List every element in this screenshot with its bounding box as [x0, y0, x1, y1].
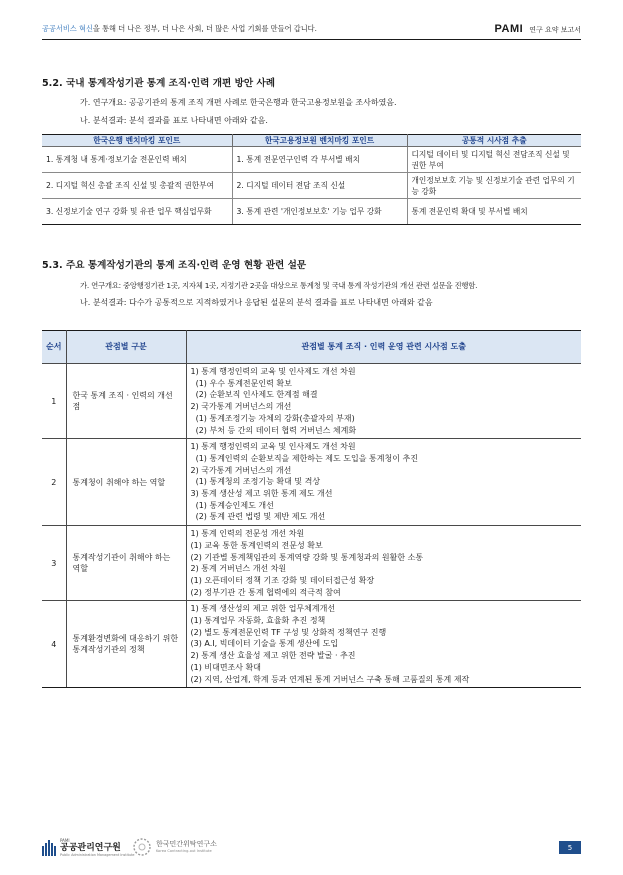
table-header-row: [42, 331, 581, 364]
implication-item: (3) A.I, 빅데이터 기술을 통계 생산에 도입: [190, 639, 339, 649]
implication-item: (2) 지역, 산업계, 학계 등과 연계된 통계 거버넌스 구축 통해 고품질의 통계 제작: [190, 674, 470, 684]
implication-item: 2) 통계 생산 효율성 제고 위한 전략 발굴 · 추진: [190, 651, 356, 661]
implication-item: (1) 비대면조사 확대: [190, 662, 262, 672]
table-row: [42, 364, 581, 439]
implication-item: 2) 통계 거버넌스 개선 차원: [190, 564, 287, 574]
section-5-2-title: 5.2. 국내 통계작성기관 통계 조직·인력 개편 방안 사례: [42, 78, 276, 89]
implication-item: 1) 통계 인력의 전문성 개선 차원: [190, 529, 305, 539]
implication-item: (1) 통계인력의 순환보직을 제한하는 제도 도입을 통계청이 추진: [190, 453, 418, 463]
row-number: 1: [42, 364, 66, 439]
logo-english-name: Public Administration Management Institute: [60, 853, 135, 857]
implication-item: 3) 통계 생산성 제고 위한 통계 제도 개선: [190, 489, 333, 499]
implications-cell: [186, 364, 581, 439]
table-cell: 개인정보보호 기능 및 신정보기술 관련 업무의 기능 강화: [407, 173, 581, 199]
table-row: [42, 173, 581, 199]
col-header-perspective: 관점별 구분: [66, 331, 186, 364]
row-number: 4: [42, 601, 66, 688]
table-cell: 통계 전문인력 확대 및 부서별 배치: [407, 199, 581, 225]
section-5-3-overview: 가. 연구개요: 중앙행정기관 1곳, 지자체 1곳, 지정기관 2곳을 대상으로 통계청 및 국내 통계 작성기관의 개선 관련 설문을 진행함.: [80, 281, 478, 290]
table-row: [42, 147, 581, 173]
implication-item: (2) 순환보직 인사제도 한계점 해결: [190, 390, 318, 400]
implication-item: 1) 통계 생산성의 제고 위한 업무체계개선: [190, 604, 336, 614]
implication-item: (2) 통계 관련 법령 및 제반 제도 개선: [190, 512, 326, 522]
implication-item: (1) 교육 통한 통계인력의 전문성 확보: [190, 540, 323, 550]
perspective-cell: 통계작성기관이 취해야 하는 역할: [66, 526, 186, 601]
col-header-implications: 관점별 통계 조직 · 인력 운영 관련 시사점 도출: [186, 331, 581, 364]
tagline-accent: 공공서비스 혁신: [42, 24, 93, 33]
section-5-3-title: 5.3. 주요 통계작성기관의 통계 조직·인력 운영 현황 관련 설문: [42, 260, 307, 271]
perspective-cell: 한국 통계 조직 · 인력의 개선점: [66, 364, 186, 439]
row-number: 2: [42, 439, 66, 526]
header-brand: PAMI: [494, 23, 524, 35]
table-cell: 1. 통계청 내 통계·정보기술 전문인력 배치: [42, 147, 232, 173]
header-report-type: 연구 요약 보고서: [529, 26, 581, 34]
implication-item: 2) 국가통계 거버넌스의 개선: [190, 402, 292, 412]
section-5-2-overview: 가. 연구개요: 공공기관의 통계 조직 개편 사례로 한국은행과 한국고용정보원을 조사하였음.: [80, 98, 397, 107]
table-header-row: [42, 135, 581, 147]
col-header-order: 순서: [42, 331, 66, 364]
table-cell: 2. 디지털 혁신 총괄 조직 신설 및 총괄적 권한부여: [42, 173, 232, 199]
implication-item: (2) 별도 통계전문인력 TF 구성 및 상화적 정책연구 진행: [190, 627, 387, 637]
implication-item: (2) 부처 등 간의 데이터 협력 거버넌스 체계화: [190, 425, 357, 435]
implication-item: (2) 기관별 통계책임관의 통계역량 강화 및 통계청과의 원활한 소통: [190, 552, 424, 562]
section-5-3-result: 나. 분석결과: 다수가 공통적으로 지적하였거나 응답된 설문의 분석 결과를 표로 나타내면 아래와 같음: [80, 298, 433, 307]
table-cell: 디지털 데이터 및 디지털 혁신 전담조직 신설 및 권한 부여: [407, 147, 581, 173]
implication-item: (1) 통계조정기능 자체의 강화(총괄자의 부재): [190, 413, 355, 423]
page-header: [42, 22, 581, 40]
page-number-badge: 5: [559, 841, 581, 854]
implications-cell: [186, 601, 581, 688]
pami-logo: [42, 838, 135, 857]
header-tagline: [42, 24, 317, 34]
table-row: [42, 601, 581, 688]
logo2-english-name: Korea Contracting-out Institute: [156, 849, 212, 853]
logo2-name: 한국민간위탁연구소: [156, 840, 217, 848]
implications-cell: [186, 439, 581, 526]
table-cell: 3. 신정보기술 연구 강화 및 유관 업무 핵심업무화: [42, 199, 232, 225]
tagline-rest: 을 통해 더 나은 정부, 더 나은 사회, 더 많은 사업 기회를 만들어 갑니다.: [92, 24, 317, 33]
implications-cell: [186, 526, 581, 601]
table-row: [42, 526, 581, 601]
perspective-cell: 통계청이 취해야 하는 역할: [66, 439, 186, 526]
implication-item: (1) 우수 통계전문인력 확보: [190, 378, 292, 388]
bars-icon: [42, 840, 56, 856]
kci-logo: [132, 837, 217, 857]
circle-emblem-icon: [132, 837, 152, 857]
table-row: [42, 199, 581, 225]
table-cell: 2. 디지털 데이터 전담 조직 신설: [232, 173, 407, 199]
logo-small-text: PAMI: [60, 838, 70, 843]
section-5-2-result: 나. 분석결과: 분석 결과를 표로 나타내면 아래와 같음.: [80, 116, 268, 125]
logo-name: 공공관리연구원: [60, 843, 121, 853]
implication-item: 1) 통계 행정인력의 교육 및 인사제도 개선 차원: [190, 442, 356, 452]
implication-item: (2) 정부기관 간 통계 협력에의 적극적 참여: [190, 587, 341, 597]
survey-table: [42, 330, 581, 688]
benchmark-table: [42, 134, 581, 225]
table-row: [42, 439, 581, 526]
col-header: 한국고용정보원 벤치마킹 포인트: [232, 135, 407, 147]
implication-item: 1) 통계 행정인력의 교육 및 인사제도 개선 차원: [190, 367, 356, 376]
row-number: 3: [42, 526, 66, 601]
page-footer: [42, 836, 581, 858]
col-header: 한국은행 벤치마킹 포인트: [42, 135, 232, 147]
implication-item: (1) 통계업무 자동화, 효율화 추진 정책: [190, 616, 326, 626]
implication-item: (1) 통계승인제도 개선: [190, 500, 274, 510]
col-header: 공통적 시사점 추출: [407, 135, 581, 147]
implication-item: 2) 국가통계 거버넌스의 개선: [190, 465, 292, 475]
implication-item: (1) 통계청의 조정기능 확대 및 격상: [190, 477, 321, 487]
header-right: [495, 23, 581, 35]
implication-item: (1) 오픈데이터 정책 기조 강화 및 데이터접근성 확장: [190, 575, 375, 585]
perspective-cell: 통계환경변화에 대응하기 위한 통계작성기관의 정책: [66, 601, 186, 688]
table-cell: 3. 통계 관련 '개인정보보호' 기능 업무 강화: [232, 199, 407, 225]
table-cell: 1. 통계 전문연구인력 각 부서별 배치: [232, 147, 407, 173]
